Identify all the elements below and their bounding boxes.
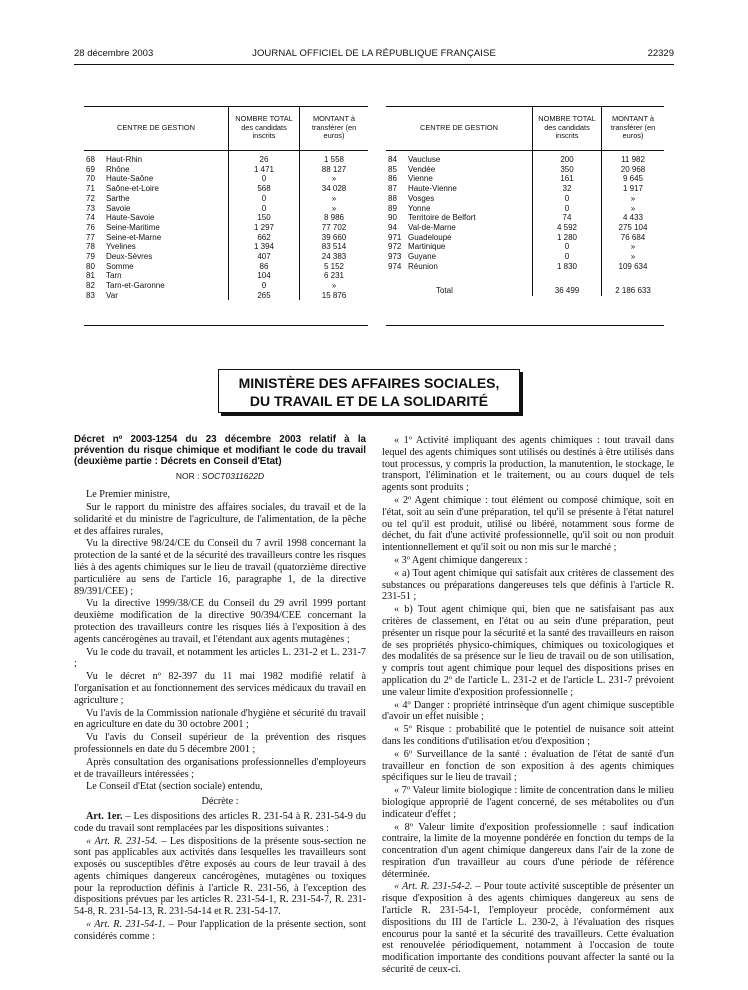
table-row [84, 281, 368, 291]
header-journal-title: JOURNAL OFFICIEL DE LA RÉPUBLIQUE FRANÇAISE [252, 48, 496, 59]
cell-empty [386, 271, 406, 281]
page-header [74, 48, 674, 62]
header-date: 28 décembre 2003 [74, 48, 154, 59]
definition-paragraph: « 5º Risque : probabilité que le potentiel de nuisance soit atteint dans les conditions d'utilisation et/ou d'exposition ; [382, 724, 674, 747]
cell-number: 90 [388, 213, 397, 223]
cell-centre: Savoie [104, 203, 229, 213]
paragraph: Sur le rapport du ministre des affaires sociales, du travail et de la solidarité et du ministre de l'agriculture, de l'alimentation, de la pêche et des affaires rurales, [74, 501, 366, 537]
table-row [386, 223, 664, 233]
cell-candidates: 104 [229, 271, 300, 281]
table-left-header-centre: CENTRE DE GESTION [84, 106, 229, 151]
cell-centre: Territoire de Belfort [406, 213, 533, 223]
article-text: – Les dispositions des articles R. 231-54 à R. 231-54-9 du code du travail sont remplacées par les dispositions suivantes : [74, 810, 366, 834]
cell-number: 971 [388, 232, 402, 242]
cell-number: 78 [86, 242, 95, 252]
article-paragraph [74, 919, 366, 943]
cell-amount: 15 876 [321, 290, 347, 300]
definition-paragraph: « 3º Agent chimique dangereux : [394, 554, 528, 566]
cell-number: 972 [388, 242, 402, 252]
cell-centre: Val-de-Marne [406, 223, 533, 233]
cell-amount: 77 702 [321, 222, 347, 232]
cell-candidates: 0 [533, 203, 602, 213]
header-page-number: 22329 [647, 48, 674, 59]
cell-amount: 1 558 [323, 155, 345, 165]
definition-paragraph: « 2º Agent chimique : tout élément ou composé chimique, soit en l'état, soit au sein d'une préparation, tel qu'il se présente à l'état naturel ou tel qu'il est produit, utilisé ou libéré, notamment sous forme de déchet, du fait d'une activité professionnelle, qu'il soit ou non produit intentionnellement et qu'il soit ou non mis sur le marché ; [382, 494, 674, 554]
cell-centre: Vosges [406, 194, 533, 204]
cell-amount: » [331, 281, 337, 291]
cell-candidates: 0 [533, 242, 602, 252]
cell-amount: 39 660 [321, 232, 347, 242]
cell-number: 81 [86, 271, 95, 281]
header-rule [74, 64, 674, 65]
cell-number: 87 [388, 184, 397, 194]
cell-amount: 9 645 [622, 174, 644, 184]
cell-number: 88 [388, 193, 397, 203]
table-row [386, 233, 664, 243]
cell-candidates: 0 [229, 281, 300, 291]
table-row [386, 151, 664, 165]
table-row [84, 165, 368, 175]
cell-candidates: 568 [229, 184, 300, 194]
table-row [84, 151, 368, 165]
cell-candidates: 0 [229, 174, 300, 184]
cell-candidates: 26 [229, 151, 300, 165]
ministry-banner-line2: DU TRAVAIL ET DE LA SOLIDARITÉ [249, 393, 489, 409]
definition-paragraph: « b) Tout agent chimique qui, bien que ne satisfaisant pas aux critères de classement, en l'état ou au sein d'une préparation, peut présenter un risque pour la sécurité et la santé des travailleurs en raison de ses propriétés physico-chimiques, chimiques ou toxicologiques et des modalités de sa présence sur le lieu de travail ou de son utilisation, y compris tout agent chimique pour lequel des dispositions prises en application du 2º de l'article L. 231-2 et de l'article L. 231-7 prévoient une valeur limite d'exposition professionnelle ; [382, 604, 674, 698]
table-row [84, 213, 368, 223]
cell-amount: 8 986 [323, 213, 345, 223]
cell-number: 79 [86, 251, 95, 261]
cell-number: 84 [388, 155, 397, 165]
total-candidates: 36 499 [533, 281, 602, 296]
cell-centre: Réunion [406, 262, 533, 272]
table-row [386, 174, 664, 184]
cell-number: 80 [86, 261, 95, 271]
cell-number: 69 [86, 164, 95, 174]
article-text: – Pour l'application de la présente section, sont considérés comme : [74, 919, 366, 942]
cell-candidates: 1 830 [533, 262, 602, 272]
cell-centre: Yvelines [104, 242, 229, 252]
cell-amount: 6 231 [323, 271, 345, 281]
cell-amount: 34 028 [321, 184, 347, 194]
cell-number: 71 [86, 184, 95, 194]
table-row [386, 165, 664, 175]
cell-number: 74 [86, 213, 95, 223]
paragraph: Vu l'avis de la Commission nationale d'hygiène et sécurité du travail en agriculture en date du 30 octobre 2001 ; [74, 707, 366, 731]
cell-empty [406, 271, 533, 281]
table-row [84, 262, 368, 272]
cell-candidates: 407 [229, 252, 300, 262]
table-row-empty [386, 271, 664, 281]
definition-paragraph: « 8º Valeur limite d'exposition professionnelle : sauf indication contraire, la limite de la moyenne pondérée en fonction du temps de la concentration d'un agent chimique dangereux dans l'air de la zone de respiration d'un travailleur au cours d'une période de référence déterminée. [382, 821, 674, 880]
cell-candidates: 32 [533, 184, 602, 194]
cell-centre: Haute-Saône [104, 174, 229, 184]
table-left-header-montant: MONTANT à transférer (en euros) [300, 106, 369, 151]
cell-amount: 11 982 [621, 155, 645, 165]
cell-candidates: 0 [229, 203, 300, 213]
table-row [386, 194, 664, 204]
table-row [386, 242, 664, 252]
table-right-header-montant: MONTANT à transférer (en euros) [602, 106, 665, 151]
definition-paragraph: « 1º Activité impliquant des agents chimiques : tout travail dans lequel des agents chimiques sont utilisés ou destinés à être utilisés dans tout processus, y compris la production, la manutention, le stockage, le transport, l'élimination et le traitement, ou au cours duquel de tels agents sont produits ; [382, 435, 674, 494]
cell-number: 974 [388, 261, 402, 271]
cell-candidates: 350 [533, 165, 602, 175]
cell-amount: 1 917 [622, 184, 644, 194]
cell-number: 68 [86, 155, 95, 165]
cell-candidates: 4 592 [533, 223, 602, 233]
cell-centre: Saône-et-Loire [104, 184, 229, 194]
table-row [84, 242, 368, 252]
cell-amount: 83 514 [321, 242, 347, 252]
cell-amount: 20 968 [620, 164, 646, 174]
cell-amount: » [331, 203, 337, 213]
nor-code: SOCT0311622D [201, 471, 265, 482]
table-row [386, 184, 664, 194]
cell-candidates: 150 [229, 213, 300, 223]
cell-empty [602, 271, 665, 281]
total-label: Total [406, 281, 533, 296]
cell-centre: Guadeloupe [406, 233, 533, 243]
paragraph: Le Conseil d'Etat (section sociale) entendu, [86, 781, 263, 793]
decree-title: Décret nº 2003-1254 du 23 décembre 2003 relatif à la prévention du risque chimique et modifiant le code du travail (deuxième partie : Décrets en Conseil d'Etat) [74, 434, 366, 467]
table-left-header-nombre: NOMBRE TOTAL des candidats inscrits [229, 106, 300, 151]
paragraph: Vu le décret nº 82-397 du 11 mai 1982 modifié relatif à l'organisation et au fonctionnement des services médicaux du travail en agriculture ; [74, 671, 366, 706]
cell-centre: Haut-Rhin [104, 151, 229, 165]
cell-number: 86 [388, 174, 397, 184]
article-paragraph [74, 836, 366, 919]
cell-candidates: 1 471 [229, 165, 300, 175]
cell-amount: 275 104 [618, 222, 648, 232]
cell-centre: Guyane [406, 252, 533, 262]
cell-candidates: 74 [533, 213, 602, 223]
cell-centre: Vendée [406, 165, 533, 175]
article-label: Art. 1er. [86, 810, 123, 822]
cell-candidates: 1 297 [229, 223, 300, 233]
paragraph: Vu l'avis du Conseil supérieur de la prévention des risques professionnels en date du 5 décembre 2001 ; [74, 732, 366, 755]
ministry-banner-line1: MINISTÈRE DES AFFAIRES SOCIALES, [238, 375, 500, 391]
cell-amount: 4 433 [622, 213, 644, 223]
cell-candidates: 265 [229, 291, 300, 301]
cell-number: 85 [388, 164, 397, 174]
cell-centre: Haute-Vienne [406, 184, 533, 194]
cell-candidates: 0 [533, 252, 602, 262]
table-row [84, 223, 368, 233]
cell-centre: Rhône [104, 165, 229, 175]
cell-amount: » [331, 174, 337, 184]
nor-label: NOR : [175, 471, 200, 482]
cell-candidates: 0 [533, 194, 602, 204]
cell-centre: Haute-Savoie [104, 213, 229, 223]
article-text: – Pour toute activité susceptible de présenter un risque d'exposition à des agents chimiques dangereux au sens de l'article R. 231-54-1, l'employeur procède, conformément aux dispositions du III de l'article L. 230-2, à l'évaluation des risques encourus pour la santé et la sécurité des travailleurs. Cette évaluation est renouvelée périodiquement, notamment à l'occasion de toute modification importante des conditions pouvant affecter la santé ou la sécurité de ceux-ci. [382, 881, 675, 976]
definition-paragraph: « a) Tout agent chimique qui satisfait aux critères de classement des substances ou préparations dangereuses tels que définis à l'article R. 231-51 ; [382, 567, 674, 603]
cell-number: 72 [86, 193, 95, 203]
cell-amount: 5 152 [323, 261, 345, 271]
table-right [386, 106, 664, 296]
cell-candidates: 161 [533, 174, 602, 184]
cell-amount: 76 684 [620, 232, 646, 242]
article-label: « Art. R. 231-54-1. [86, 919, 166, 931]
cell-number: 70 [86, 174, 95, 184]
article-text: – Les dispositions de la présente sous-section ne sont pas applicables aux activités dans lesquelles les travailleurs sont exposés ou susceptibles d'être exposés au cours de leur travail à des agents chimiques dangereux cancérogènes, mutagènes ou toxiques pour la reproduction définis à l'article R. 231-56, à l'exception des dispositions prévues par les articles R. 231-54-1, R. 231-54-7, R. 231-54-8, R. 231-54-13, R. 231-54-14 et R. 231-54-17. [74, 835, 366, 918]
cell-amount: 109 634 [618, 261, 648, 271]
cell-centre: Var [104, 291, 229, 301]
cell-candidates: 1 280 [533, 233, 602, 243]
table-row [386, 213, 664, 223]
table-row [386, 262, 664, 272]
table-row [84, 194, 368, 204]
table-right-header-nombre: NOMBRE TOTAL des candidats inscrits [533, 106, 602, 151]
cell-number: 89 [388, 203, 397, 213]
cell-candidates: 662 [229, 233, 300, 243]
cell-amount: 24 383 [321, 251, 347, 261]
cell-centre: Tarn [104, 271, 229, 281]
article-paragraph [382, 881, 674, 975]
cell-empty [533, 271, 602, 281]
paragraph: Vu le code du travail, et notamment les articles L. 231-2 et L. 231-7 ; [74, 646, 366, 670]
paragraph: Après consultation des organisations professionnelles d'employeurs et de travailleurs intéressées ; [74, 756, 366, 780]
cell-amount: » [630, 242, 636, 252]
definition-paragraph: « 4º Danger : propriété intrinsèque d'un agent chimique susceptible d'avoir un effet nuisible ; [382, 699, 674, 723]
definition-paragraph: « 7º Valeur limite biologique : limite de concentration dans le milieu biologique approprié de l'agent concerné, de ses métabolites ou d'un indicateur d'effet ; [382, 785, 674, 820]
table-row [84, 233, 368, 243]
left-column [74, 435, 366, 944]
cell-amount: » [630, 193, 636, 203]
cell-centre: Yonne [406, 203, 533, 213]
cell-number: 77 [86, 232, 95, 242]
ministry-banner [218, 369, 520, 413]
table-row [84, 271, 368, 281]
table-row [84, 252, 368, 262]
total-amount: 2 186 633 [615, 286, 651, 296]
article-paragraph [74, 811, 366, 835]
table-row [84, 203, 368, 213]
paragraph: Vu la directive 1999/38/CE du Conseil du 29 avril 1999 portant deuxième modification de la directive 90/394/CEE concernant la protection des travailleurs contre les risques liés à l'exposition à des agents cancérogènes au travail, et l'étendant aux agents mutagènes ; [74, 598, 366, 645]
cell-candidates: 86 [229, 262, 300, 272]
table-right-header-centre: CENTRE DE GESTION [386, 106, 533, 151]
paragraph: Vu la directive 98/24/CE du Conseil du 7 avril 1998 concernant la protection de la santé et de la sécurité des travailleurs contre les risques liés à des agents chimiques sur le lieu de travail (quatorzième directive particulière au sens de l'article 16, paragraphe 1, de la directive 89/391/CEE) ; [74, 538, 366, 597]
cell-amount: » [630, 251, 636, 261]
right-column [382, 435, 674, 977]
decrete-heading: Décrète : [201, 796, 239, 808]
cell-number: 73 [86, 203, 95, 213]
cell-candidates: 0 [229, 194, 300, 204]
article-label: « Art. R. 231-54-2. [394, 881, 473, 893]
table-left [84, 106, 368, 300]
cell-centre: Seine-Maritime [104, 223, 229, 233]
cell-amount: 88 127 [321, 164, 347, 174]
cell-number: 83 [86, 290, 95, 300]
cell-centre: Deux-Sèvres [104, 252, 229, 262]
table-row [84, 174, 368, 184]
cell-centre: Martinique [406, 242, 533, 252]
cell-number: 82 [86, 281, 95, 291]
cell-centre: Tarn-et-Garonne [104, 281, 229, 291]
cell-amount: » [331, 193, 337, 203]
cell-candidates: 200 [533, 151, 602, 165]
cell-number: 973 [388, 251, 402, 261]
cell-number: 76 [86, 222, 95, 232]
paragraph: Le Premier ministre, [86, 489, 171, 501]
cell-centre: Somme [104, 262, 229, 272]
table-row [84, 291, 368, 301]
nor-reference [74, 471, 366, 483]
table-row [386, 252, 664, 262]
article-label: « Art. R. 231-54. [86, 835, 158, 847]
cell-amount: » [630, 203, 636, 213]
cell-centre: Vienne [406, 174, 533, 184]
table-row [386, 203, 664, 213]
cell-number: 94 [388, 222, 397, 232]
cell-centre: Sarthe [104, 194, 229, 204]
cell-candidates: 1 394 [229, 242, 300, 252]
cell-centre: Vaucluse [406, 151, 533, 165]
table-total-row [386, 281, 664, 296]
cell-centre: Seine-et-Marne [104, 233, 229, 243]
cell-empty [386, 281, 406, 296]
definition-paragraph: « 6º Surveillance de la santé : évaluation de l'état de santé d'un travailleur en fonction de son exposition à des agents chimiques spécifiques sur le lieu de travail ; [382, 748, 674, 784]
table-row [84, 184, 368, 194]
